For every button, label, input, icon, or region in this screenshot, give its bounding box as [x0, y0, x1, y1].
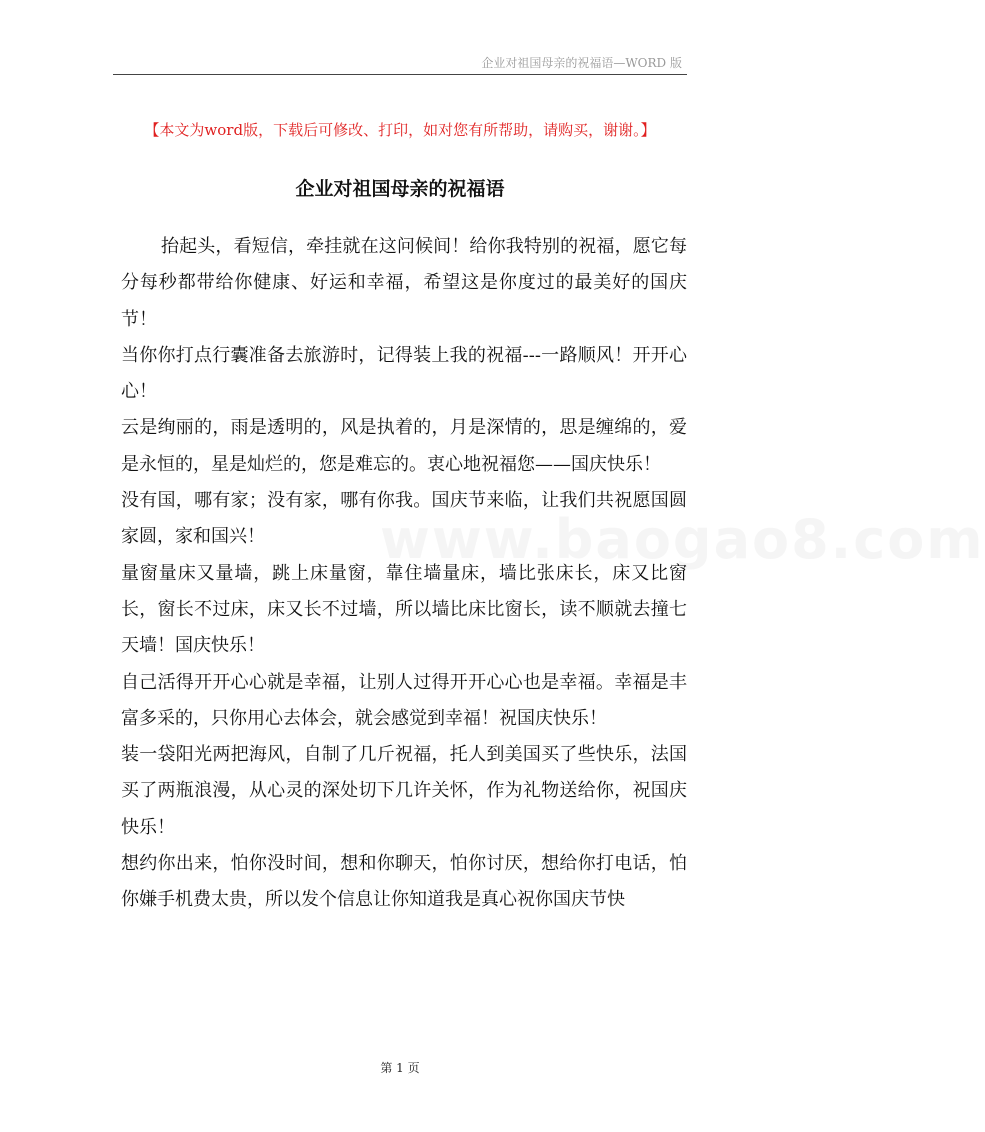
paragraph: 没有国，哪有家；没有家，哪有你我。国庆节来临，让我们共祝愿国圆家圆，家和国兴！	[121, 490, 687, 548]
paragraph: 量窗量床又量墙，跳上床量窗，靠住墙量床，墙比张床长，床又比窗长，窗长不过床，床又长不过墙，所以墙比床比窗长，读不顺就去撞七天墙！国庆快乐！	[121, 562, 687, 657]
paragraph: 云是绚丽的，雨是透明的，风是执着的，月是深情的，思是缠绵的，爱是永恒的，星是灿烂的，您是难忘的。衷心地祝福您——国庆快乐！	[121, 417, 687, 475]
header-divider	[113, 74, 687, 75]
running-header: 企业对祖国母亲的祝福语—WORD 版	[481, 56, 682, 70]
watermark: www.baogao8.com	[380, 508, 985, 571]
paragraph: 当你你打点行囊准备去旅游时，记得装上我的祝福---一路顺风！开开心心！	[121, 344, 687, 403]
paragraph: 抬起头，看短信，牵挂就在这问候间！给你我特别的祝福，愿它每分每秒都带给你健康、好运和幸福，希望这是你度过的最美好的国庆节！	[121, 236, 687, 330]
page-number: 第 1 页	[380, 1061, 420, 1075]
paragraph: 想约你出来，怕你没时间，想和你聊天，怕你讨厌，想给你打电话，怕你嫌手机费太贵，所以发个信息让你知道我是真心祝你国庆节快	[121, 853, 687, 911]
purchase-notice: 【本文为word版，下载后可修改、打印，如对您有所帮助，请购买，谢谢。】	[144, 121, 656, 139]
paragraph: 自己活得开开心心就是幸福，让别人过得开开心心也是幸福。幸福是丰富多采的，只你用心去体会，就会感觉到幸福！祝国庆快乐！	[121, 671, 687, 729]
document-body	[121, 229, 687, 919]
document-title: 企业对祖国母亲的祝福语	[295, 178, 505, 200]
paragraph: 装一袋阳光两把海风，自制了几斤祝福，托人到美国买了些快乐，法国买了两瓶浪漫，从心灵的深处切下几许关怀，作为礼物送给你，祝国庆快乐！	[121, 744, 687, 838]
